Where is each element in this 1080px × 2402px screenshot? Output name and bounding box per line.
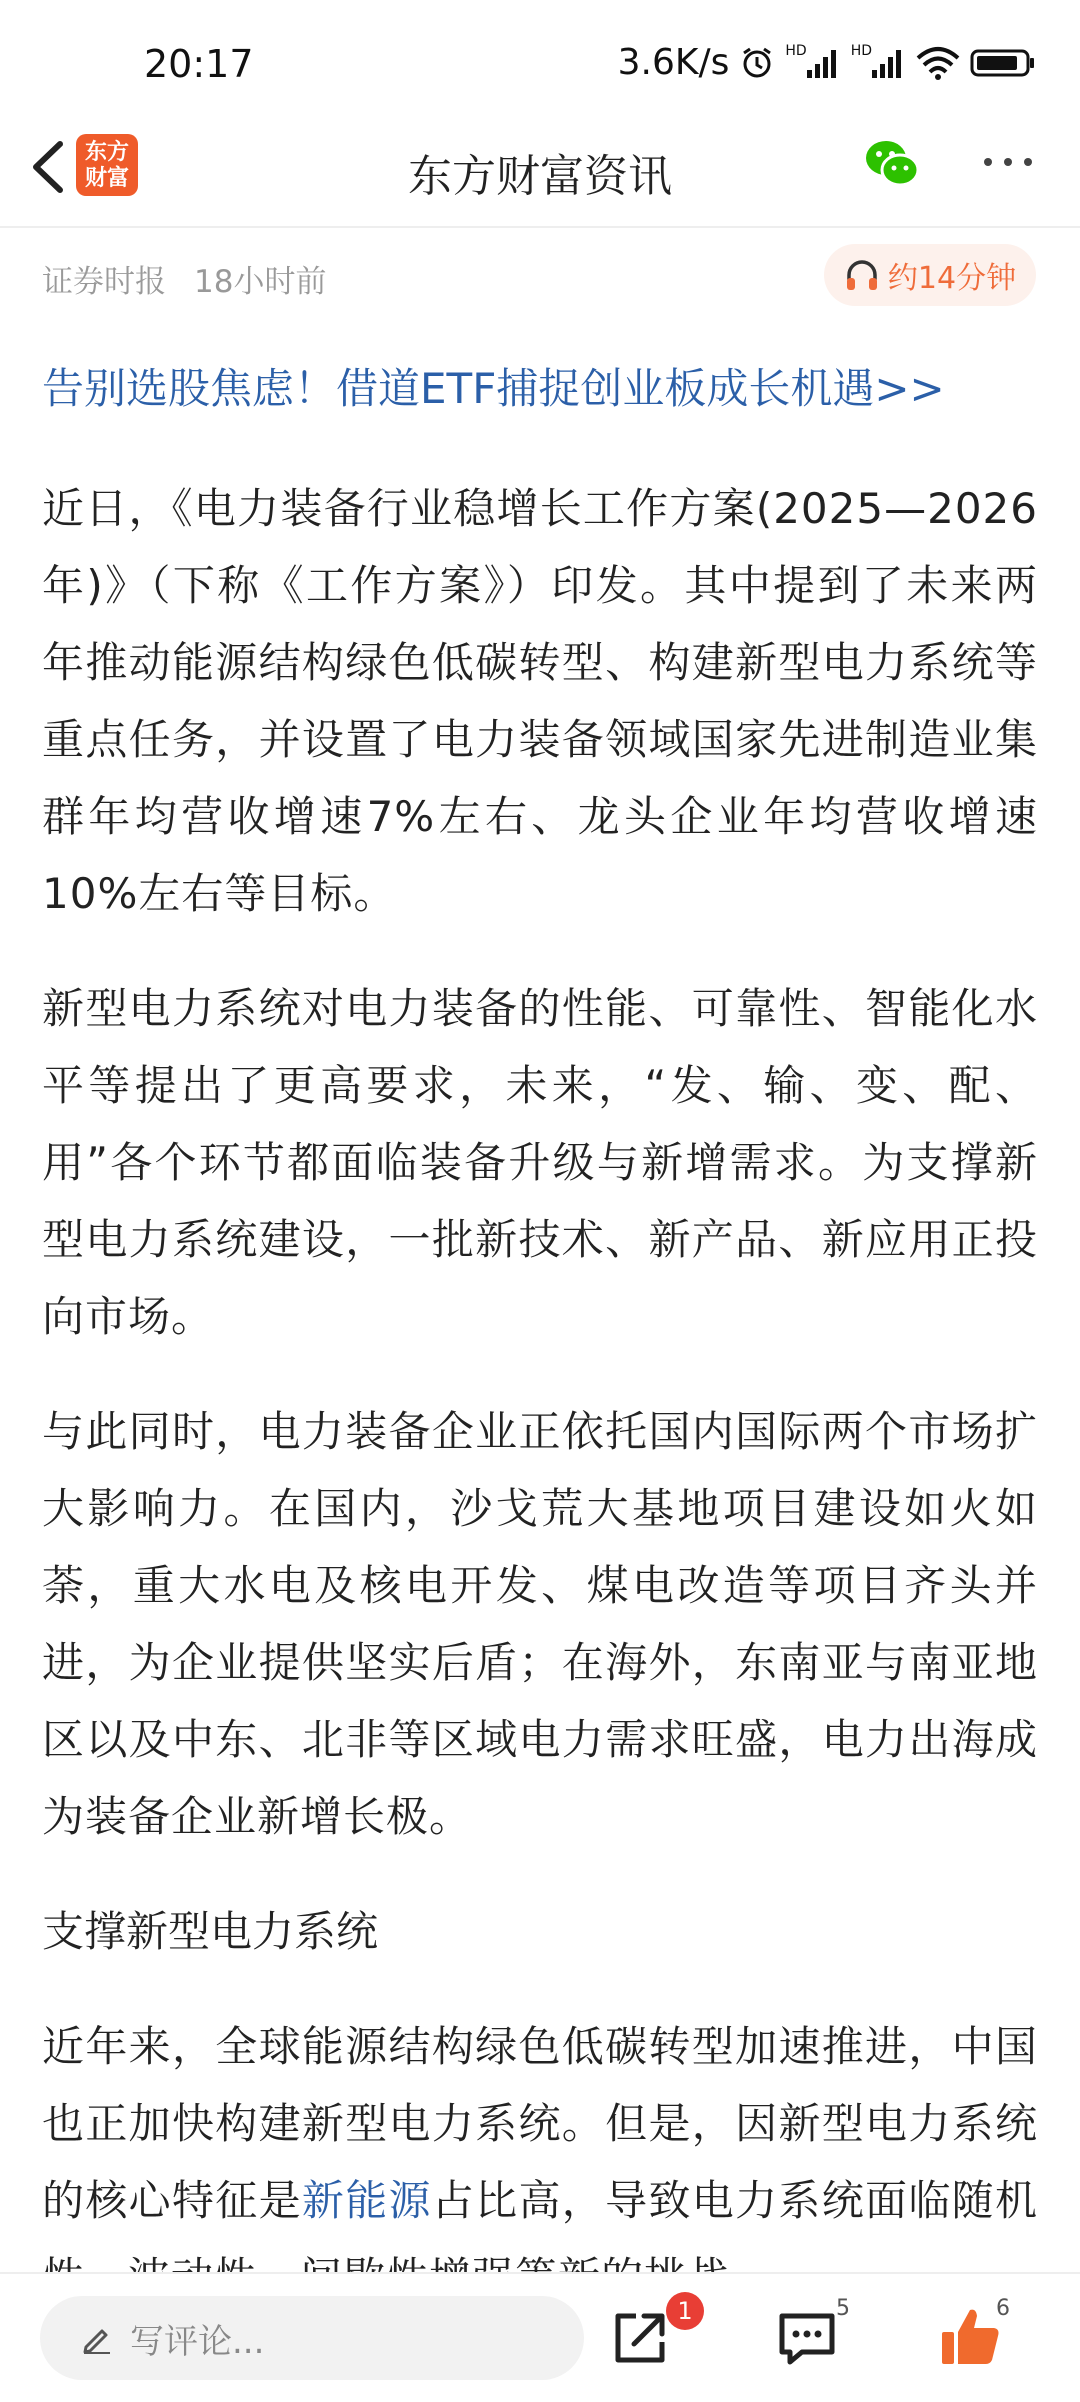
sim2-label: HD: [850, 42, 872, 59]
logo-text-1: 东方: [84, 139, 129, 165]
paragraph-4-text-b: 占比高，导致电力系统面临随机: [431, 2176, 1038, 2225]
signal-icon-2: [850, 42, 906, 78]
page-title: 东方财富资讯: [408, 151, 672, 202]
paragraph-4: [42, 2008, 1038, 2316]
promo-link[interactable]: 告别选股焦虑！借道ETF捕捉创业板成长机遇>>: [42, 364, 945, 413]
listen-button[interactable]: [824, 244, 1036, 306]
comment-count: 5: [836, 2296, 850, 2321]
comments-button[interactable]: [772, 2302, 842, 2372]
top-nav: [0, 112, 1080, 224]
alarm-icon: [739, 45, 775, 81]
comment-input[interactable]: [40, 2296, 584, 2380]
status-icons: [618, 42, 1036, 83]
paragraph-2: 新型电力系统对电力装备的性能、可靠性、智能化水平等提出了更高要求，未来，“发、输、变、配、用”各个环节都面临装备升级与新增需求。为支撑新型电力系统建设，一批新技术、新产品、新应用正投向市场。: [42, 984, 1038, 1341]
battery-icon: [970, 48, 1036, 78]
net-speed: 3.6K/s: [617, 42, 730, 83]
headphones-icon: [844, 258, 880, 292]
comment-placeholder: 写评论...: [130, 2321, 265, 2362]
article-meta: [42, 256, 326, 301]
listen-duration: 约14分钟: [887, 261, 1017, 296]
bottom-action-bar: [0, 2272, 1080, 2402]
logo-text-2: 财富: [84, 165, 129, 191]
wechat-share-button[interactable]: [862, 134, 922, 194]
status-time: 20:17: [144, 42, 254, 86]
more-button[interactable]: [980, 152, 1036, 172]
wechat-icon: [862, 134, 922, 194]
paragraph-3: 与此同时，电力装备企业正依托国内国际两个市场扩大影响力。在国内，沙戈荒大基地项目建设如火如荼，重大水电及核电开发、煤电改造等项目齐头并进，为企业提供坚实后盾；在海外，东南亚与南亚地区以及中东、北非等区域电力需求旺盛，电力出海成为装备企业新增长极。: [42, 1407, 1038, 1841]
section-heading: 支撑新型电力系统: [42, 1907, 379, 1956]
paragraph-1: 近日，《电力装备行业稳增长工作方案(2025—2026年)》（下称《工作方案》）印发。其中提到了未来两年推动能源结构绿色低碳转型、构建新型电力系统等重点任务，并设置了电力装备领域国家先进制造业集群年均营收增速7%左右、龙头企业年均营收增速10%左右等目标。: [42, 484, 1038, 918]
share-badge: 1: [666, 2292, 704, 2330]
like-count: 6: [996, 2296, 1010, 2321]
pencil-icon: [80, 2321, 114, 2355]
more-dots-icon: [980, 152, 1036, 172]
signal-icon-1: [785, 42, 840, 78]
article-source: 证券时报: [42, 264, 166, 300]
new-energy-link[interactable]: 新能源: [301, 2176, 432, 2225]
article-body: [42, 470, 1038, 2354]
article-time: 18小时前: [194, 264, 327, 300]
paragraph-4-text-a: 近年来，全球能源结构绿色低碳转型加速推进，中国也正加快构建新型电力系统。但是，因新型电力系统的核心特征是: [42, 2022, 1038, 2225]
nav-divider: [0, 226, 1080, 228]
sim1-label: HD: [785, 42, 807, 59]
comment-bubble-icon: [772, 2302, 842, 2372]
wifi-icon: [916, 46, 960, 80]
